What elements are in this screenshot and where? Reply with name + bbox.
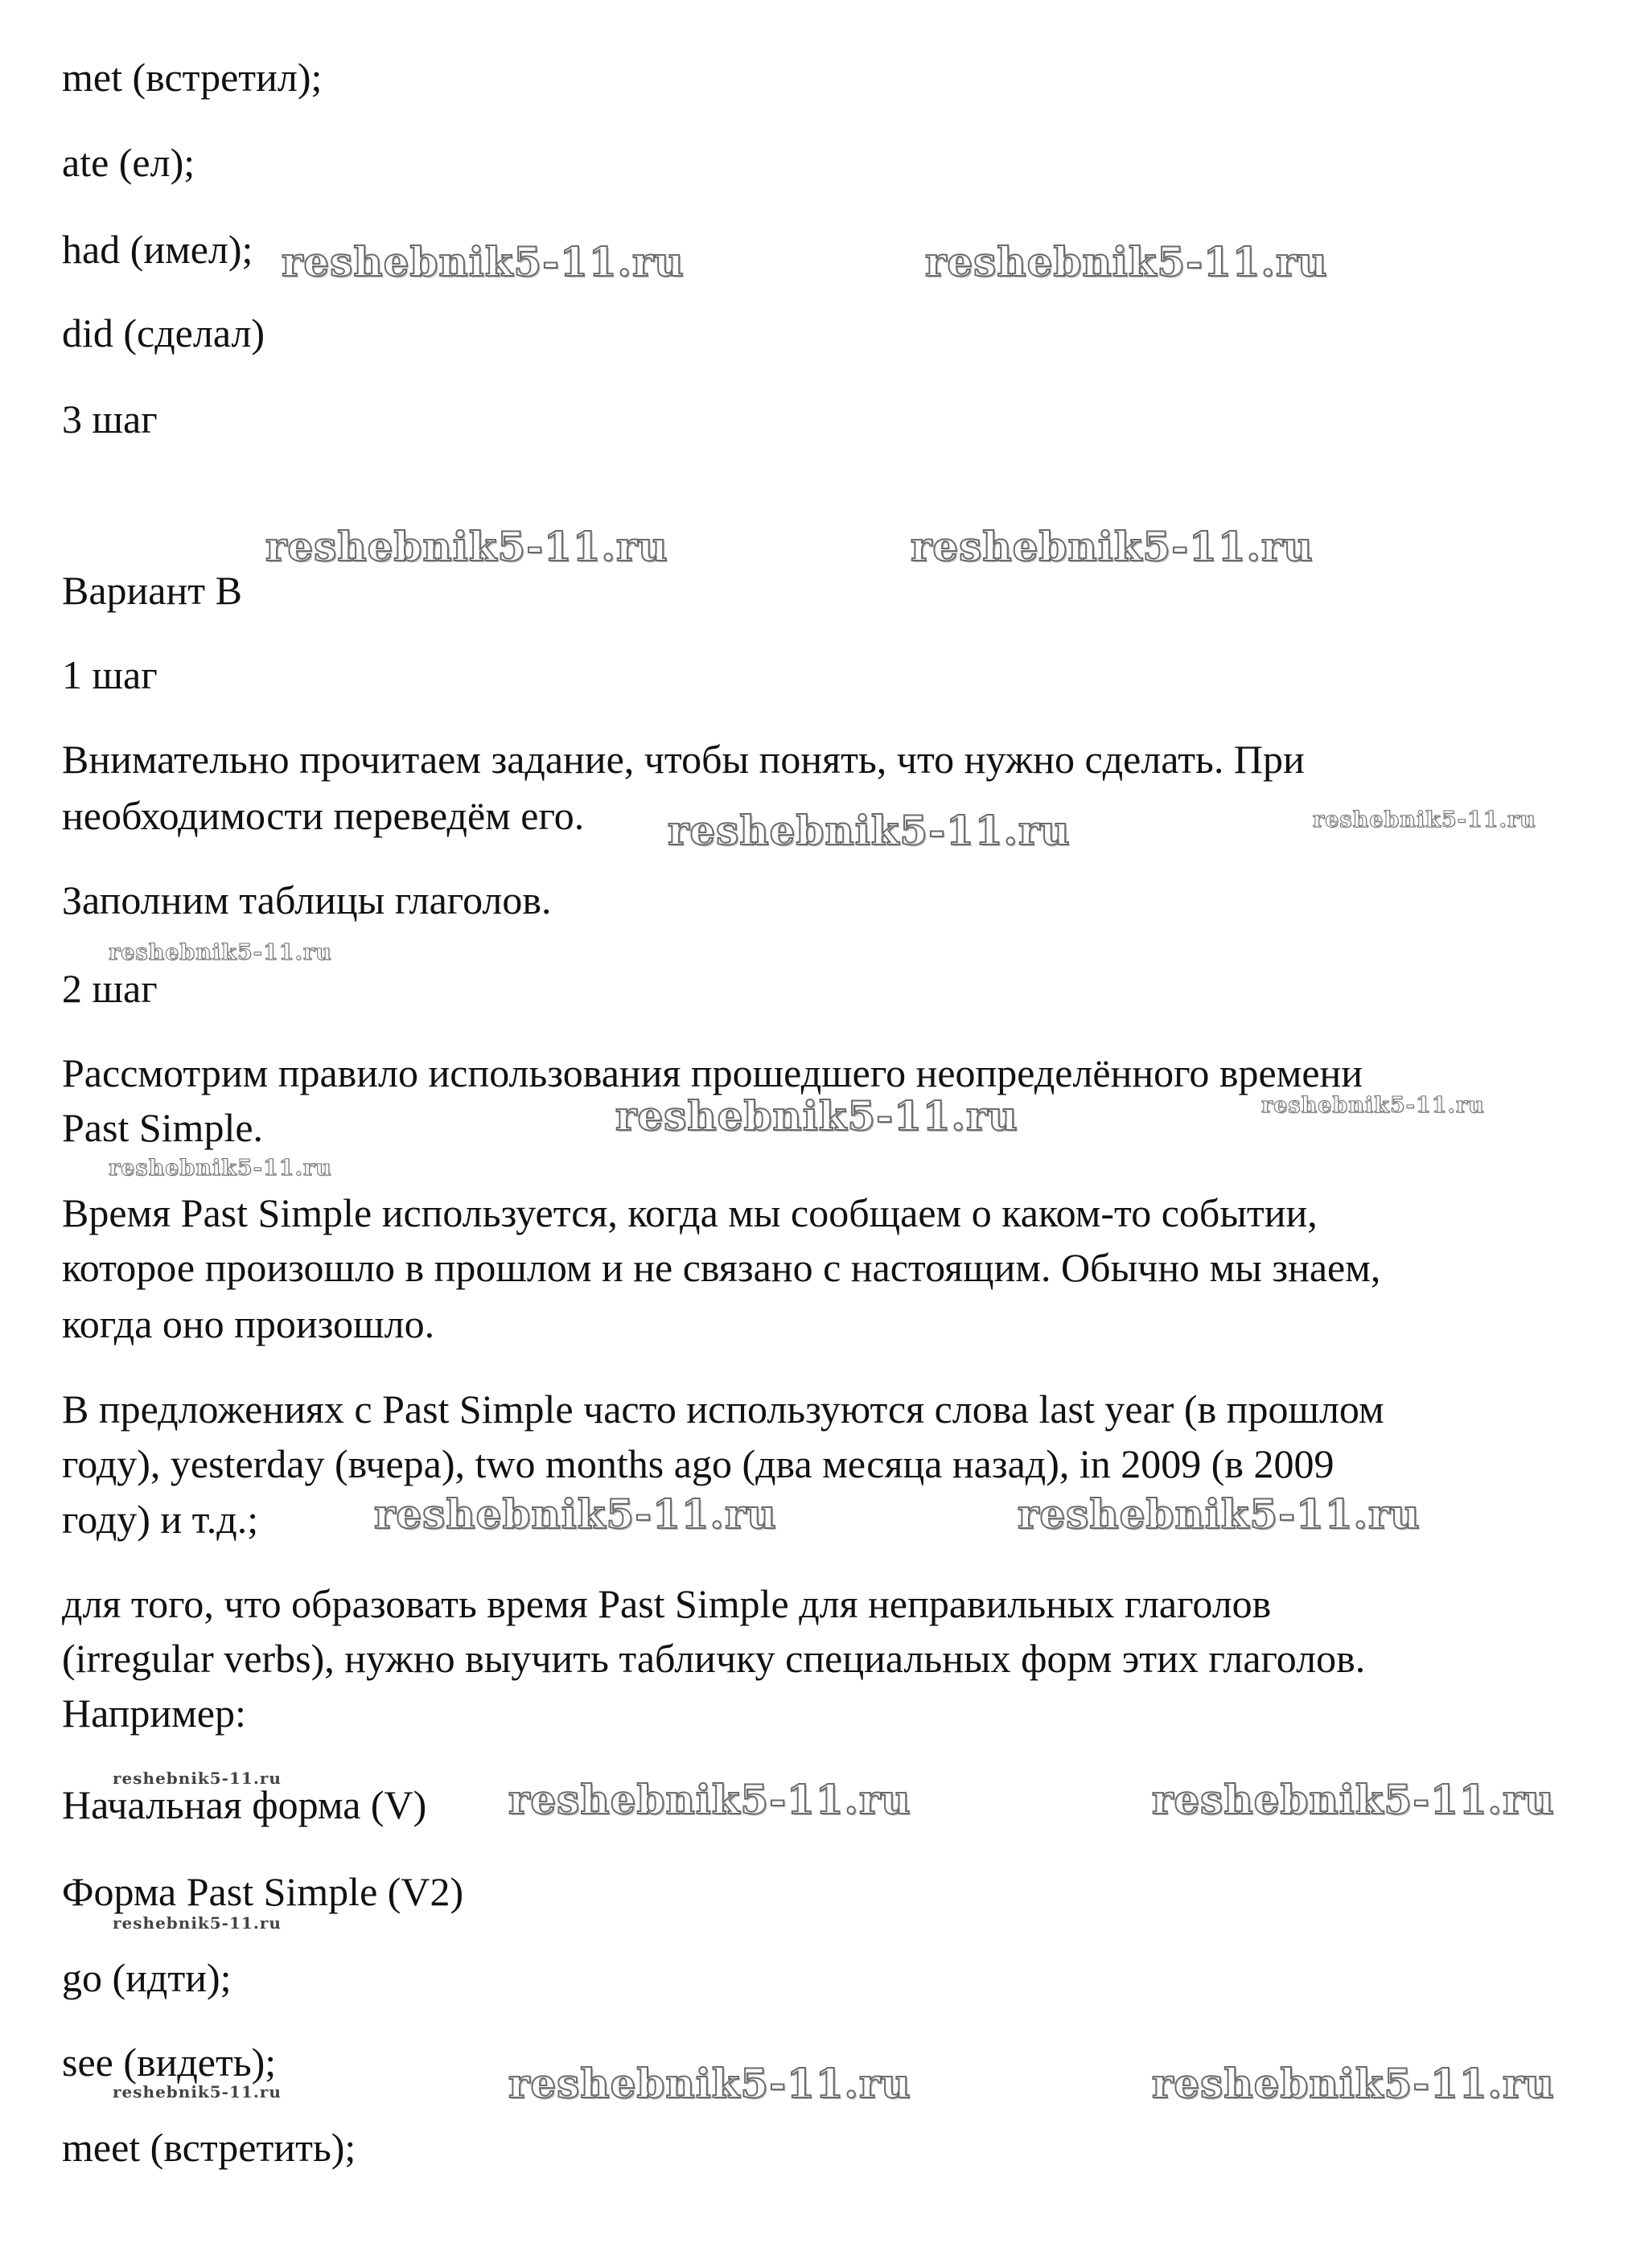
watermark: reshebnik5-11.ru	[113, 2082, 282, 2102]
watermark: reshebnik5-11.ru	[109, 1156, 332, 1181]
text-line: ate (ел);	[62, 140, 195, 185]
watermark: reshebnik5-11.ru	[1261, 1093, 1485, 1118]
text-line: которое произошло в прошлом и не связано с настоящим. Обычно мы знаем,	[62, 1245, 1381, 1290]
text-line: Рассмотрим правило использования прошедшего неопределённого времени	[62, 1050, 1363, 1095]
text-line: Например:	[62, 1691, 246, 1736]
watermark: reshebnik5-11.ru	[374, 1490, 777, 1538]
text-line: go (идти);	[62, 1955, 232, 2000]
watermark: reshebnik5-11.ru	[615, 1092, 1018, 1140]
text-line: когда оно произошло.	[62, 1301, 435, 1346]
watermark: reshebnik5-11.ru	[911, 523, 1314, 570]
text-line: Внимательно прочитаем задание, чтобы понять, что нужно сделать. При	[62, 737, 1305, 782]
text-line: meet (встретить);	[62, 2125, 356, 2170]
watermark: reshebnik5-11.ru	[113, 1769, 282, 1788]
watermark: reshebnik5-11.ru	[508, 1776, 911, 1823]
text-line: had (имел);	[62, 227, 253, 272]
watermark: reshebnik5-11.ru	[282, 238, 685, 286]
watermark: reshebnik5-11.ru	[1313, 807, 1536, 832]
text-line: Начальная форма (V)	[62, 1782, 427, 1827]
step-heading: 3 шаг	[62, 396, 158, 442]
step-heading: 1 шаг	[62, 652, 158, 697]
text-line: Заполним таблицы глаголов.	[62, 877, 552, 922]
text-line: Время Past Simple используется, когда мы сообщаем о каком-то событии,	[62, 1190, 1318, 1235]
watermark: reshebnik5-11.ru	[925, 238, 1328, 286]
text-line: (irregular verbs), нужно выучить табличку специальных форм этих глаголов.	[62, 1636, 1366, 1681]
watermark: reshebnik5-11.ru	[1018, 1490, 1421, 1538]
watermark: reshebnik5-11.ru	[113, 1913, 282, 1933]
watermark: reshebnik5-11.ru	[109, 940, 332, 965]
text-line: В предложениях с Past Simple часто используются слова last year (в прошлом	[62, 1387, 1384, 1432]
text-line: did (сделал)	[62, 310, 265, 355]
text-line: met (встретил);	[62, 55, 323, 100]
text-line: году), yesterday (вчера), two months ago (два месяца назад), in 2009 (в 2009	[62, 1441, 1334, 1486]
watermark: reshebnik5-11.ru	[265, 523, 668, 570]
step-heading: 2 шаг	[62, 966, 158, 1011]
text-line: необходимости переведём его.	[62, 793, 585, 838]
watermark: reshebnik5-11.ru	[508, 2060, 911, 2107]
text-line: see (видеть);	[62, 2040, 277, 2085]
text-line: Форма Past Simple (V2)	[62, 1869, 464, 1914]
text-line: году) и т.д.;	[62, 1497, 259, 1542]
text-line: Past Simple.	[62, 1105, 264, 1150]
variant-heading: Вариант B	[62, 568, 242, 613]
text-line: для того, что образовать время Past Simple для неправильных глаголов	[62, 1581, 1272, 1626]
watermark: reshebnik5-11.ru	[668, 807, 1071, 854]
watermark: reshebnik5-11.ru	[1152, 1776, 1555, 1823]
watermark: reshebnik5-11.ru	[1152, 2060, 1555, 2107]
